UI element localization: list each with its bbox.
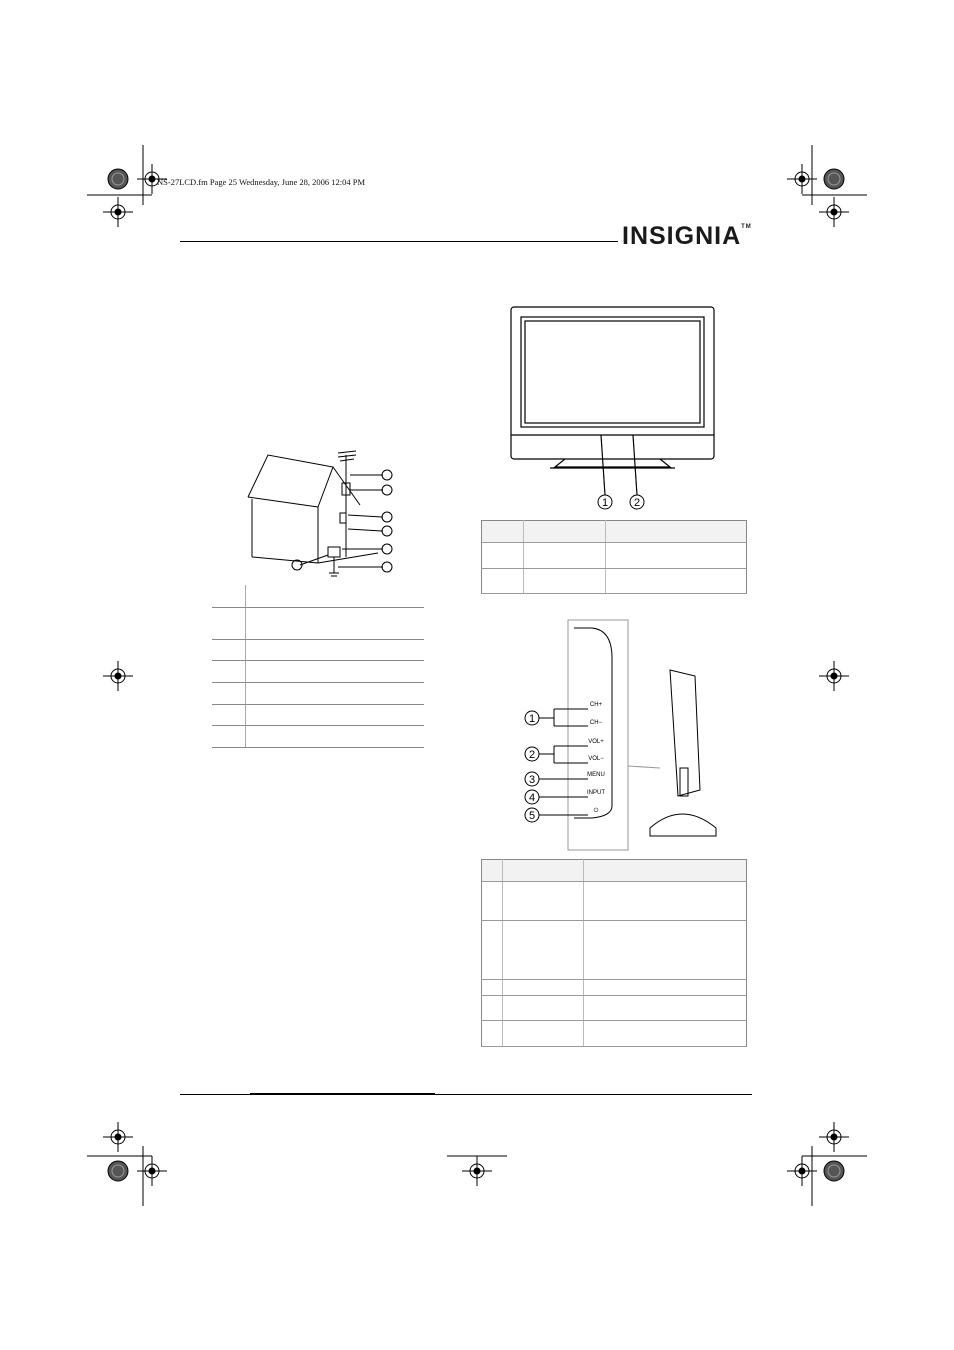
side-table-row <box>482 921 747 980</box>
front-table-row-desc <box>606 543 747 569</box>
front-table-row-num <box>482 543 524 569</box>
antenna-grounding-diagram <box>238 445 398 580</box>
side-table-row-num <box>482 921 503 980</box>
antenna-table-row <box>212 704 424 725</box>
front-table-row <box>482 543 747 569</box>
footer-rule-thick <box>250 1093 435 1095</box>
front-table-row <box>482 521 747 543</box>
antenna-table-row <box>212 607 424 639</box>
side-callout-1: 1 <box>528 713 536 725</box>
front-controls-table <box>481 520 747 594</box>
antenna-table-row <box>212 639 424 660</box>
front-table-row-desc <box>606 521 747 543</box>
tv-side-panel-view <box>510 618 740 853</box>
antenna-parts-table <box>212 585 424 748</box>
side-table-row <box>482 882 747 921</box>
front-callout-2: 2 <box>633 497 641 509</box>
side-table-row-item <box>502 921 584 980</box>
antenna-table-row-desc <box>245 682 424 704</box>
side-table-row-num <box>482 860 503 882</box>
side-callout-4: 4 <box>528 792 536 804</box>
button-ch-up: CH+ <box>589 702 603 708</box>
side-table-row <box>482 980 747 996</box>
antenna-table-row-desc <box>245 607 424 639</box>
antenna-table-row-desc <box>245 725 424 747</box>
antenna-table-row-num <box>212 704 245 725</box>
side-table-row-desc <box>584 980 747 996</box>
side-table-row-item <box>502 860 584 882</box>
side-table-row <box>482 860 747 882</box>
antenna-table-row-num <box>212 725 245 747</box>
side-table-row-desc <box>584 921 747 980</box>
antenna-table-row-num <box>212 585 245 607</box>
side-table-row-num <box>482 996 503 1021</box>
side-callout-3: 3 <box>528 774 536 786</box>
button-input: INPUT <box>587 790 605 796</box>
tv-front-view <box>505 305 720 510</box>
antenna-table-row-num <box>212 607 245 639</box>
side-callout-5: 5 <box>528 810 536 822</box>
antenna-table-row <box>212 585 424 607</box>
side-table-row-item <box>502 1021 584 1047</box>
antenna-table-row-num <box>212 639 245 660</box>
brand-logo: INSIGNIA™ <box>622 222 752 250</box>
side-table-row-desc <box>584 1021 747 1047</box>
antenna-table-row-desc <box>245 704 424 725</box>
front-table-row-item <box>524 521 606 543</box>
front-table-row-desc <box>606 569 747 594</box>
front-table-row-item <box>524 543 606 569</box>
front-table-row-item <box>524 569 606 594</box>
antenna-table-row-desc <box>245 639 424 660</box>
antenna-table-row-desc <box>245 585 424 607</box>
antenna-table-row-desc <box>245 660 424 682</box>
page-slug: NS-27LCD.fm Page 25 Wednesday, June 28, 2006 12:04 PM <box>157 177 366 187</box>
side-table-row <box>482 996 747 1021</box>
antenna-table-row <box>212 682 424 704</box>
side-table-row-num <box>482 1021 503 1047</box>
front-table-row-num <box>482 521 524 543</box>
button-menu: MENU <box>587 772 605 778</box>
side-controls-table <box>481 859 747 1047</box>
antenna-table-row <box>212 725 424 747</box>
header-rule <box>180 241 618 242</box>
side-table-row-desc <box>584 882 747 921</box>
side-callout-2: 2 <box>528 749 536 761</box>
button-vol-down: VOL− <box>588 756 604 762</box>
side-table-row-desc <box>584 860 747 882</box>
front-callouts <box>598 495 644 509</box>
front-table-row-num <box>482 569 524 594</box>
side-table-row-item <box>502 882 584 921</box>
side-table-row-desc <box>584 996 747 1021</box>
side-table-row-item <box>502 996 584 1021</box>
side-table-row-item <box>502 980 584 996</box>
side-table-row-num <box>482 882 503 921</box>
front-table-row <box>482 569 747 594</box>
front-callout-1: 1 <box>601 497 609 509</box>
side-table-row <box>482 1021 747 1047</box>
antenna-table-row <box>212 660 424 682</box>
button-vol-up: VOL+ <box>588 739 604 745</box>
button-ch-down: CH− <box>589 720 603 726</box>
antenna-table-row-num <box>212 682 245 704</box>
power-icon: ⏻ <box>593 808 599 814</box>
antenna-table-row-num <box>212 660 245 682</box>
side-table-row-num <box>482 980 503 996</box>
